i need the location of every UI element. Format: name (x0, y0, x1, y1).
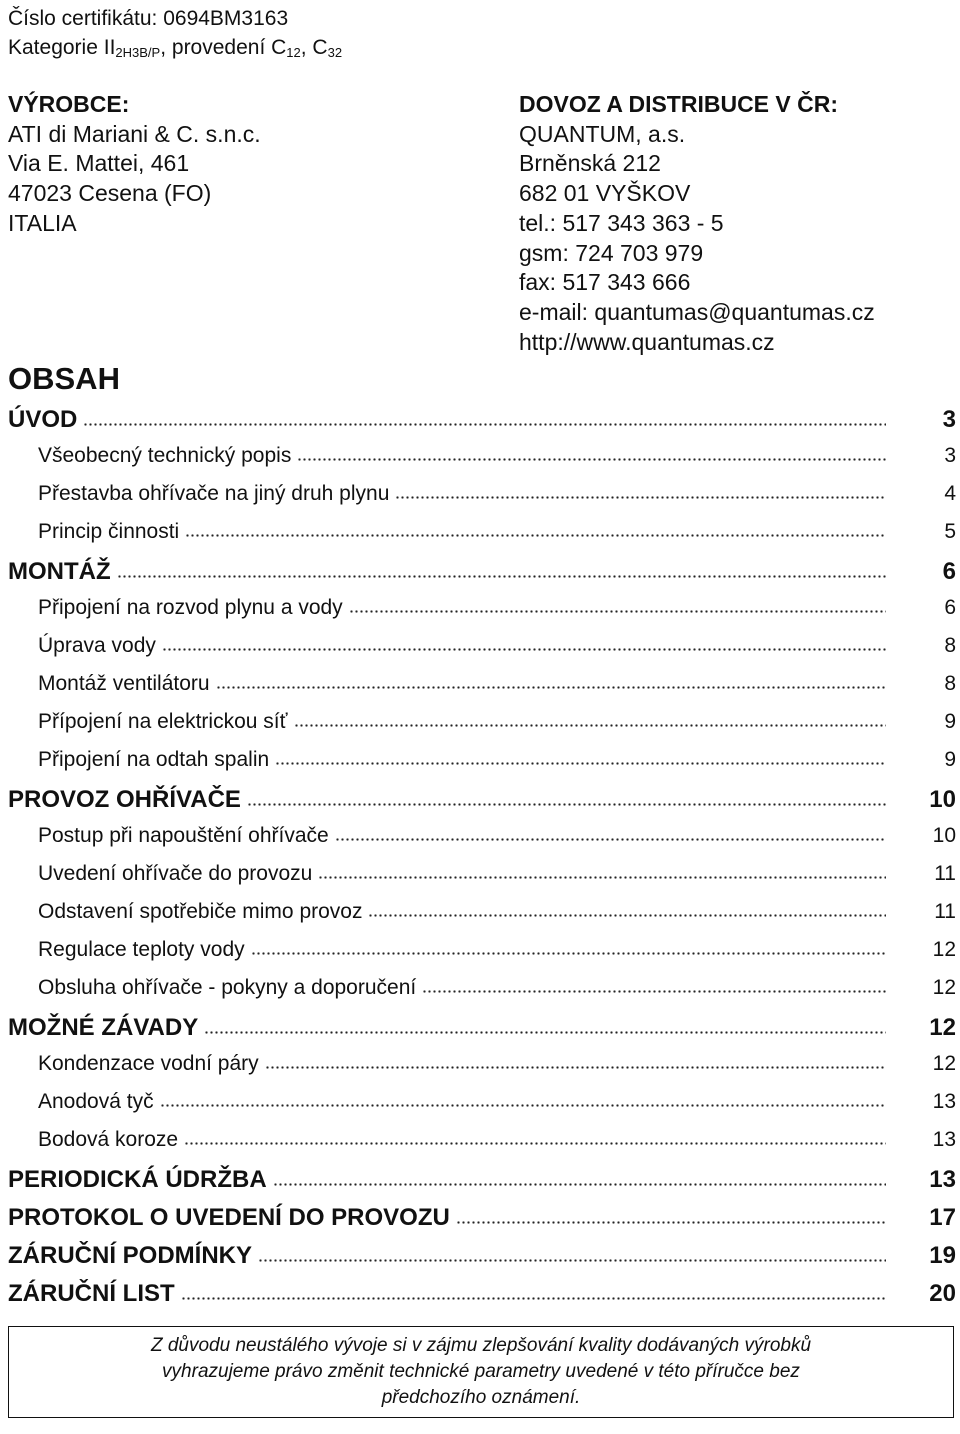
toc-entry-title: Všeobecný technický popis (38, 444, 292, 467)
toc-entry-title: Přestavba ohřívače na jiný druh plynu (38, 482, 390, 505)
distributor-fax: fax: 517 343 666 (519, 269, 691, 296)
toc-subsection-entry[interactable] (8, 824, 956, 862)
toc-entry-title: Montáž ventilátoru (38, 672, 210, 695)
toc-page-number: 8 (944, 672, 956, 695)
toc-section-entry[interactable] (8, 1280, 956, 1318)
distributor-website: http://www.quantumas.cz (519, 328, 775, 355)
table-of-contents (8, 406, 956, 1318)
toc-subsection-entry[interactable] (8, 634, 956, 672)
toc-page-number: 17 (929, 1204, 956, 1231)
dot-leader (184, 1142, 886, 1145)
toc-page-number: 4 (944, 482, 956, 505)
toc-entry-title: ZÁRUČNÍ LIST (8, 1280, 175, 1307)
toc-entry-title: Uvedení ohřívače do provozu (38, 862, 313, 885)
dot-leader (297, 458, 886, 461)
dot-leader (216, 686, 886, 689)
dot-leader (422, 990, 886, 993)
dot-leader (181, 1297, 886, 1300)
toc-page-number: 8 (944, 634, 956, 657)
contents-title: OBSAH (8, 361, 120, 396)
toc-entry-title: PERIODICKÁ ÚDRŽBA (8, 1166, 267, 1193)
toc-subsection-entry[interactable] (8, 900, 956, 938)
dot-leader (185, 534, 886, 537)
notice-line: předchozího oznámení. (381, 1387, 581, 1408)
dot-leader (395, 496, 886, 499)
manufacturer-heading: VÝROBCE: (8, 91, 130, 117)
toc-page-number: 13 (929, 1166, 956, 1193)
toc-entry-title: Princip činnosti (38, 520, 180, 543)
toc-entry-title: Kondenzace vodní páry (38, 1052, 259, 1075)
manufacturer-line: 47023 Cesena (FO) (8, 180, 212, 207)
distributor-line: Brněnská 212 (519, 150, 661, 177)
toc-page-number: 10 (932, 824, 956, 847)
dot-leader (318, 876, 886, 879)
toc-section-entry[interactable] (8, 1166, 956, 1204)
toc-page-number: 3 (942, 406, 956, 433)
toc-entry-title: ZÁRUČNÍ PODMÍNKY (8, 1242, 252, 1269)
dot-leader (349, 610, 886, 613)
toc-entry-title: Postup při napouštění ohřívače (38, 824, 329, 847)
toc-page-number: 12 (932, 938, 956, 961)
toc-entry-title: PROVOZ OHŘÍVAČE (8, 786, 241, 813)
dot-leader (160, 1104, 886, 1107)
distributor-heading: DOVOZ A DISTRIBUCE V ČR: (519, 91, 839, 117)
toc-subsection-entry[interactable] (8, 710, 956, 748)
dot-leader (162, 648, 886, 651)
dot-leader (258, 1259, 886, 1262)
manufacturer-line: Via E. Mattei, 461 (8, 150, 190, 177)
toc-page-number: 12 (929, 1014, 956, 1041)
toc-subsection-entry[interactable] (8, 444, 956, 482)
toc-page-number: 12 (932, 1052, 956, 1075)
toc-entry-title: Odstavení spotřebiče mimo provoz (38, 900, 363, 923)
toc-entry-title: Regulace teploty vody (38, 938, 245, 961)
dot-leader (117, 575, 886, 578)
toc-page-number: 11 (934, 900, 956, 923)
toc-entry-title: MONTÁŽ (8, 558, 111, 585)
toc-entry-title: PROTOKOL O UVEDENÍ DO PROVOZU (8, 1204, 450, 1231)
dot-leader (275, 762, 886, 765)
toc-page-number: 5 (944, 520, 956, 543)
toc-page-number: 13 (932, 1090, 956, 1113)
toc-page-number: 11 (934, 862, 956, 885)
dot-leader (456, 1221, 886, 1224)
dot-leader (83, 423, 886, 426)
toc-entry-title: Anodová tyč (38, 1090, 154, 1113)
dot-leader (247, 803, 886, 806)
dot-leader (273, 1183, 886, 1186)
dot-leader (294, 724, 887, 727)
toc-subsection-entry[interactable] (8, 1052, 956, 1090)
toc-entry-title: Připojení na rozvod plynu a vody (38, 596, 343, 619)
toc-section-entry[interactable] (8, 786, 956, 824)
category-line: Kategorie $II_{2H3B/P}$, provedení $C_{12}$, $C_{32}$ (8, 36, 343, 60)
toc-entry-title: Obsluha ohřívače - pokyny a doporučení (38, 976, 417, 999)
certificate-block (8, 4, 342, 67)
distributor-line: QUANTUM, a.s. (519, 120, 686, 147)
toc-subsection-entry[interactable] (8, 748, 956, 786)
notice-line: Z důvodu neustálého vývoje si v zájmu zlepšování kvality dodávaných výrobků (150, 1335, 812, 1356)
dot-leader (265, 1066, 886, 1069)
toc-page-number: 20 (929, 1280, 956, 1307)
distributor-line: 682 01 VYŠKOV (519, 180, 691, 207)
toc-page-number: 6 (942, 558, 956, 585)
toc-subsection-entry[interactable] (8, 976, 956, 1014)
toc-section-entry[interactable] (8, 1204, 956, 1242)
toc-entry-title: Přípojení na elektrickou síť (38, 710, 288, 733)
toc-page-number: 19 (929, 1242, 956, 1269)
toc-page-number: 3 (944, 444, 956, 467)
toc-section-entry[interactable] (8, 406, 956, 444)
manufacturer-line: ATI di Mariani & C. s.n.c. (8, 120, 261, 147)
dot-leader (204, 1031, 886, 1034)
toc-page-number: 6 (944, 596, 956, 619)
toc-section-entry[interactable] (8, 1014, 956, 1052)
toc-page-number: 10 (929, 786, 956, 813)
toc-subsection-entry[interactable] (8, 1128, 956, 1166)
distributor-email: e-mail: quantumas@quantumas.cz (519, 298, 875, 325)
manufacturer-line: ITALIA (8, 209, 77, 236)
toc-subsection-entry[interactable] (8, 520, 956, 558)
toc-page-number: 13 (932, 1128, 956, 1151)
toc-entry-title: ÚVOD (8, 406, 78, 433)
dot-leader (368, 914, 886, 917)
dot-leader (335, 838, 886, 841)
toc-subsection-entry[interactable] (8, 596, 956, 634)
toc-subsection-entry[interactable] (8, 482, 956, 520)
toc-subsection-entry[interactable] (8, 1090, 956, 1128)
toc-page-number: 9 (944, 710, 956, 733)
toc-entry-title: Bodová koroze (38, 1128, 179, 1151)
toc-page-number: 9 (944, 748, 956, 771)
toc-section-entry[interactable] (8, 558, 956, 596)
toc-subsection-entry[interactable] (8, 672, 956, 710)
toc-entry-title: MOŽNÉ ZÁVADY (8, 1014, 199, 1041)
dot-leader (251, 952, 886, 955)
notice-box (8, 1326, 954, 1418)
toc-subsection-entry[interactable] (8, 862, 956, 900)
toc-entry-title: Úprava vody (38, 634, 156, 657)
toc-subsection-entry[interactable] (8, 938, 956, 976)
toc-section-entry[interactable] (8, 1242, 956, 1280)
toc-entry-title: Připojení na odtah spalin (38, 748, 270, 771)
distributor-gsm: gsm: 724 703 979 (519, 239, 704, 266)
certificate-number: Číslo certifikátu: 0694BM3163 (8, 7, 289, 30)
distributor-phone: tel.: 517 343 363 - 5 (519, 209, 724, 236)
notice-line: vyhrazujeme právo změnit technické parametry uvedené v této příručce bez (162, 1361, 800, 1382)
toc-page-number: 12 (932, 976, 956, 999)
distributor-block (519, 90, 875, 357)
manufacturer-block (8, 90, 261, 239)
